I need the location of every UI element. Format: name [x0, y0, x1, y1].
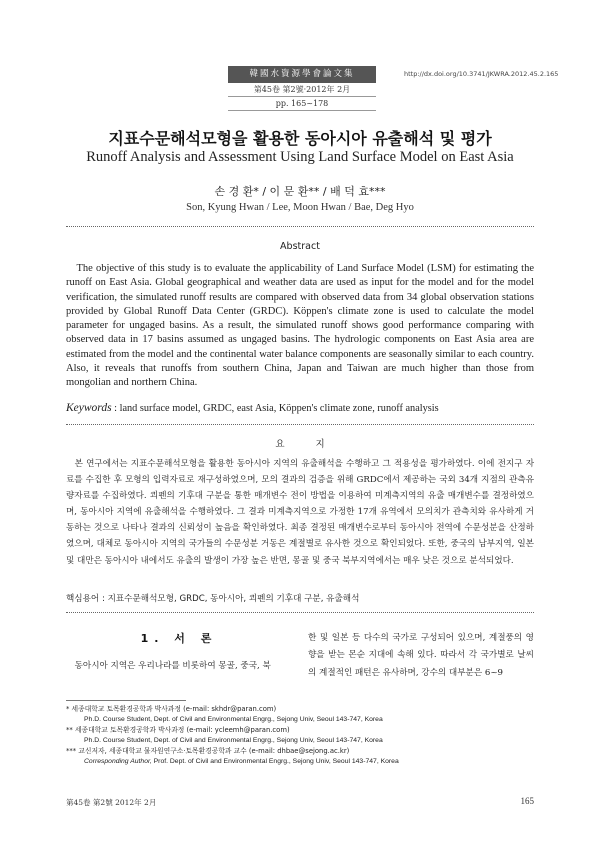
footnote-english: Ph.D. Course Student, Dept. of Civil and Environmental Engrg., Sejong Univ, Seoul 143-747, Korea [84, 736, 383, 744]
page-number: 165 [520, 796, 534, 806]
keywords-list: : land surface model, GRDC, east Asia, Köppen's climate zone, runoff analysis [114, 403, 439, 414]
korean-abstract-body: 본 연구에서는 지표수문해석모형을 활용한 동아시아 지역의 유출해석을 수행하고 그 적용성을 평가하였다. 이에 전지구 자료를 수집한 후 모형의 입력자료로 재구성하였으며, 모의 결과의 검증을 위해 GRDC에서 제공하는 국외 34개 지점의 관측유량자료를 수집하였다. 쾨펜의 기후대 구분을 통한 매개변수 전이 방법을 이용하여 미계측지역의 유출 매개변수를 결정하였으며, 동아시아 지역에 유출해석을 수행하였다. 그 결과 미계측지역으로 가정한 17개 유역에서 모의치가 관측치와 유사하게 거동하는 것으로 나타나 결과의 신뢰성이 높음을 확인하였다. 최종 결정된 매개변수로부터 동아시아 전역에 수문성분을 산정하였으며, 대체로 동아시아 지역의 국가들의 수문성분 거동은 계절별로 유사한 것으로 확인되었다. 또한, 중국의 남부지역, 일본 및 대만은 동아시아 내에서도 유출의 발생이 가장 높은 반면, 몽골 및 중국 북부지역에서는 매우 낮은 것으로 분석되었다. [66, 459, 534, 566]
footnote-english [66, 757, 534, 768]
korean-keywords-list: : 지표수문해석모형, GRDC, 동아시아, 쾨펜의 기후대 구분, 유출해석 [101, 594, 360, 604]
keywords-label: Keywords [66, 402, 112, 414]
authors-english: Son, Kyung Hwan / Lee, Moon Hwan / Bae, Deg Hyo [186, 202, 414, 213]
journal-pages: pp. 165~178 [228, 97, 376, 111]
footnotes [66, 704, 534, 768]
korean-keywords-label: 핵심용어 [66, 594, 100, 604]
abstract-body: The objective of this study is to evaluate the applicability of Land Surface Model (LSM) for estimating the runoff on East Asia. Global geographical and weather data are used as input for the model and for the model verification, the simulated runoff results are compared with observed data from 34 global observation stations provided by Global Runoff Data Center (GRDC). Köppen's climate zone is used to calculate the model parameter for ungaged basins. As a result, the simulated runoff shows good performance comparing with observed data in 17 basins assumed as ungaged basins. The hydrologic components on East Asia area are estimated from the model and the continental water balance components are seasonally similar to each country. Also, it reveals that runoffs from southern China, Japan and Taiwan are much higher than those from mongolian and northern China. [66, 263, 534, 389]
footnote-english: Ph.D. Course Student, Dept. of Civil and Environmental Engrg., Sejong Univ, Seoul 143-747, Korea [84, 715, 383, 723]
doi-link[interactable]: http://dx.doi.org/10.3741/JKWRA.2012.45.2.165 [404, 70, 559, 78]
footnote-korean: ** 세종대학교 토목환경공학과 박사과정 (e-mail: ycleemh@paran.com) [66, 726, 290, 735]
body-left-column: 동아시아 지역은 우리나라를 비롯하여 몽골, 중국, 북 [74, 661, 271, 671]
divider [66, 612, 534, 613]
korean-keywords [66, 592, 534, 604]
section-title: 1. 서 론 [140, 632, 218, 645]
abstract-keywords [66, 402, 534, 414]
divider [66, 424, 534, 425]
footnote-korean: *** 교신저자, 세종대학교 물자원연구소·토목환경공학과 교수 (e-mail: dhbae@sejong.ac.kr) [66, 747, 350, 756]
divider [66, 226, 534, 227]
journal-volume: 第45卷 第2號·2012年 2月 [228, 83, 376, 97]
korean-abstract-heading: 요 지 [275, 439, 339, 450]
body-right-column: 한 및 일본 등 다수의 국가로 구성되어 있으며, 계절풍의 영향을 받는 몬순 지대에 속해 있다. 따라서 각 국가별로 날씨의 계절적인 패턴은 유사하며, 강수의 대부분은 6~9 [308, 633, 534, 678]
footnote-rule [66, 700, 186, 701]
authors-korean: 손 경 환* / 이 문 환** / 배 덕 효*** [214, 185, 386, 198]
corresponding-author-label: Corresponding Author, [84, 757, 152, 765]
title-english: Runoff Analysis and Assessment Using Land Surface Model on East Asia [86, 149, 514, 165]
title-korean: 지표수문해석모형을 활용한 동아시아 유출해석 및 평가 [108, 129, 492, 148]
abstract-heading: Abstract [280, 241, 320, 252]
journal-info-box [228, 66, 376, 111]
footnote-korean: * 세종대학교 토목환경공학과 박사과정 (e-mail: skhdr@paran.com) [66, 705, 277, 713]
footnote-english-text: Prof. Dept. of Civil and Environmental Engrg., Sejong Univ, Seoul 143-747, Korea [151, 757, 399, 765]
footer-journal-issue: 第45卷 第2號 2012年 2月 [66, 798, 157, 807]
journal-name: 韓國水資源學會論文集 [228, 66, 376, 83]
